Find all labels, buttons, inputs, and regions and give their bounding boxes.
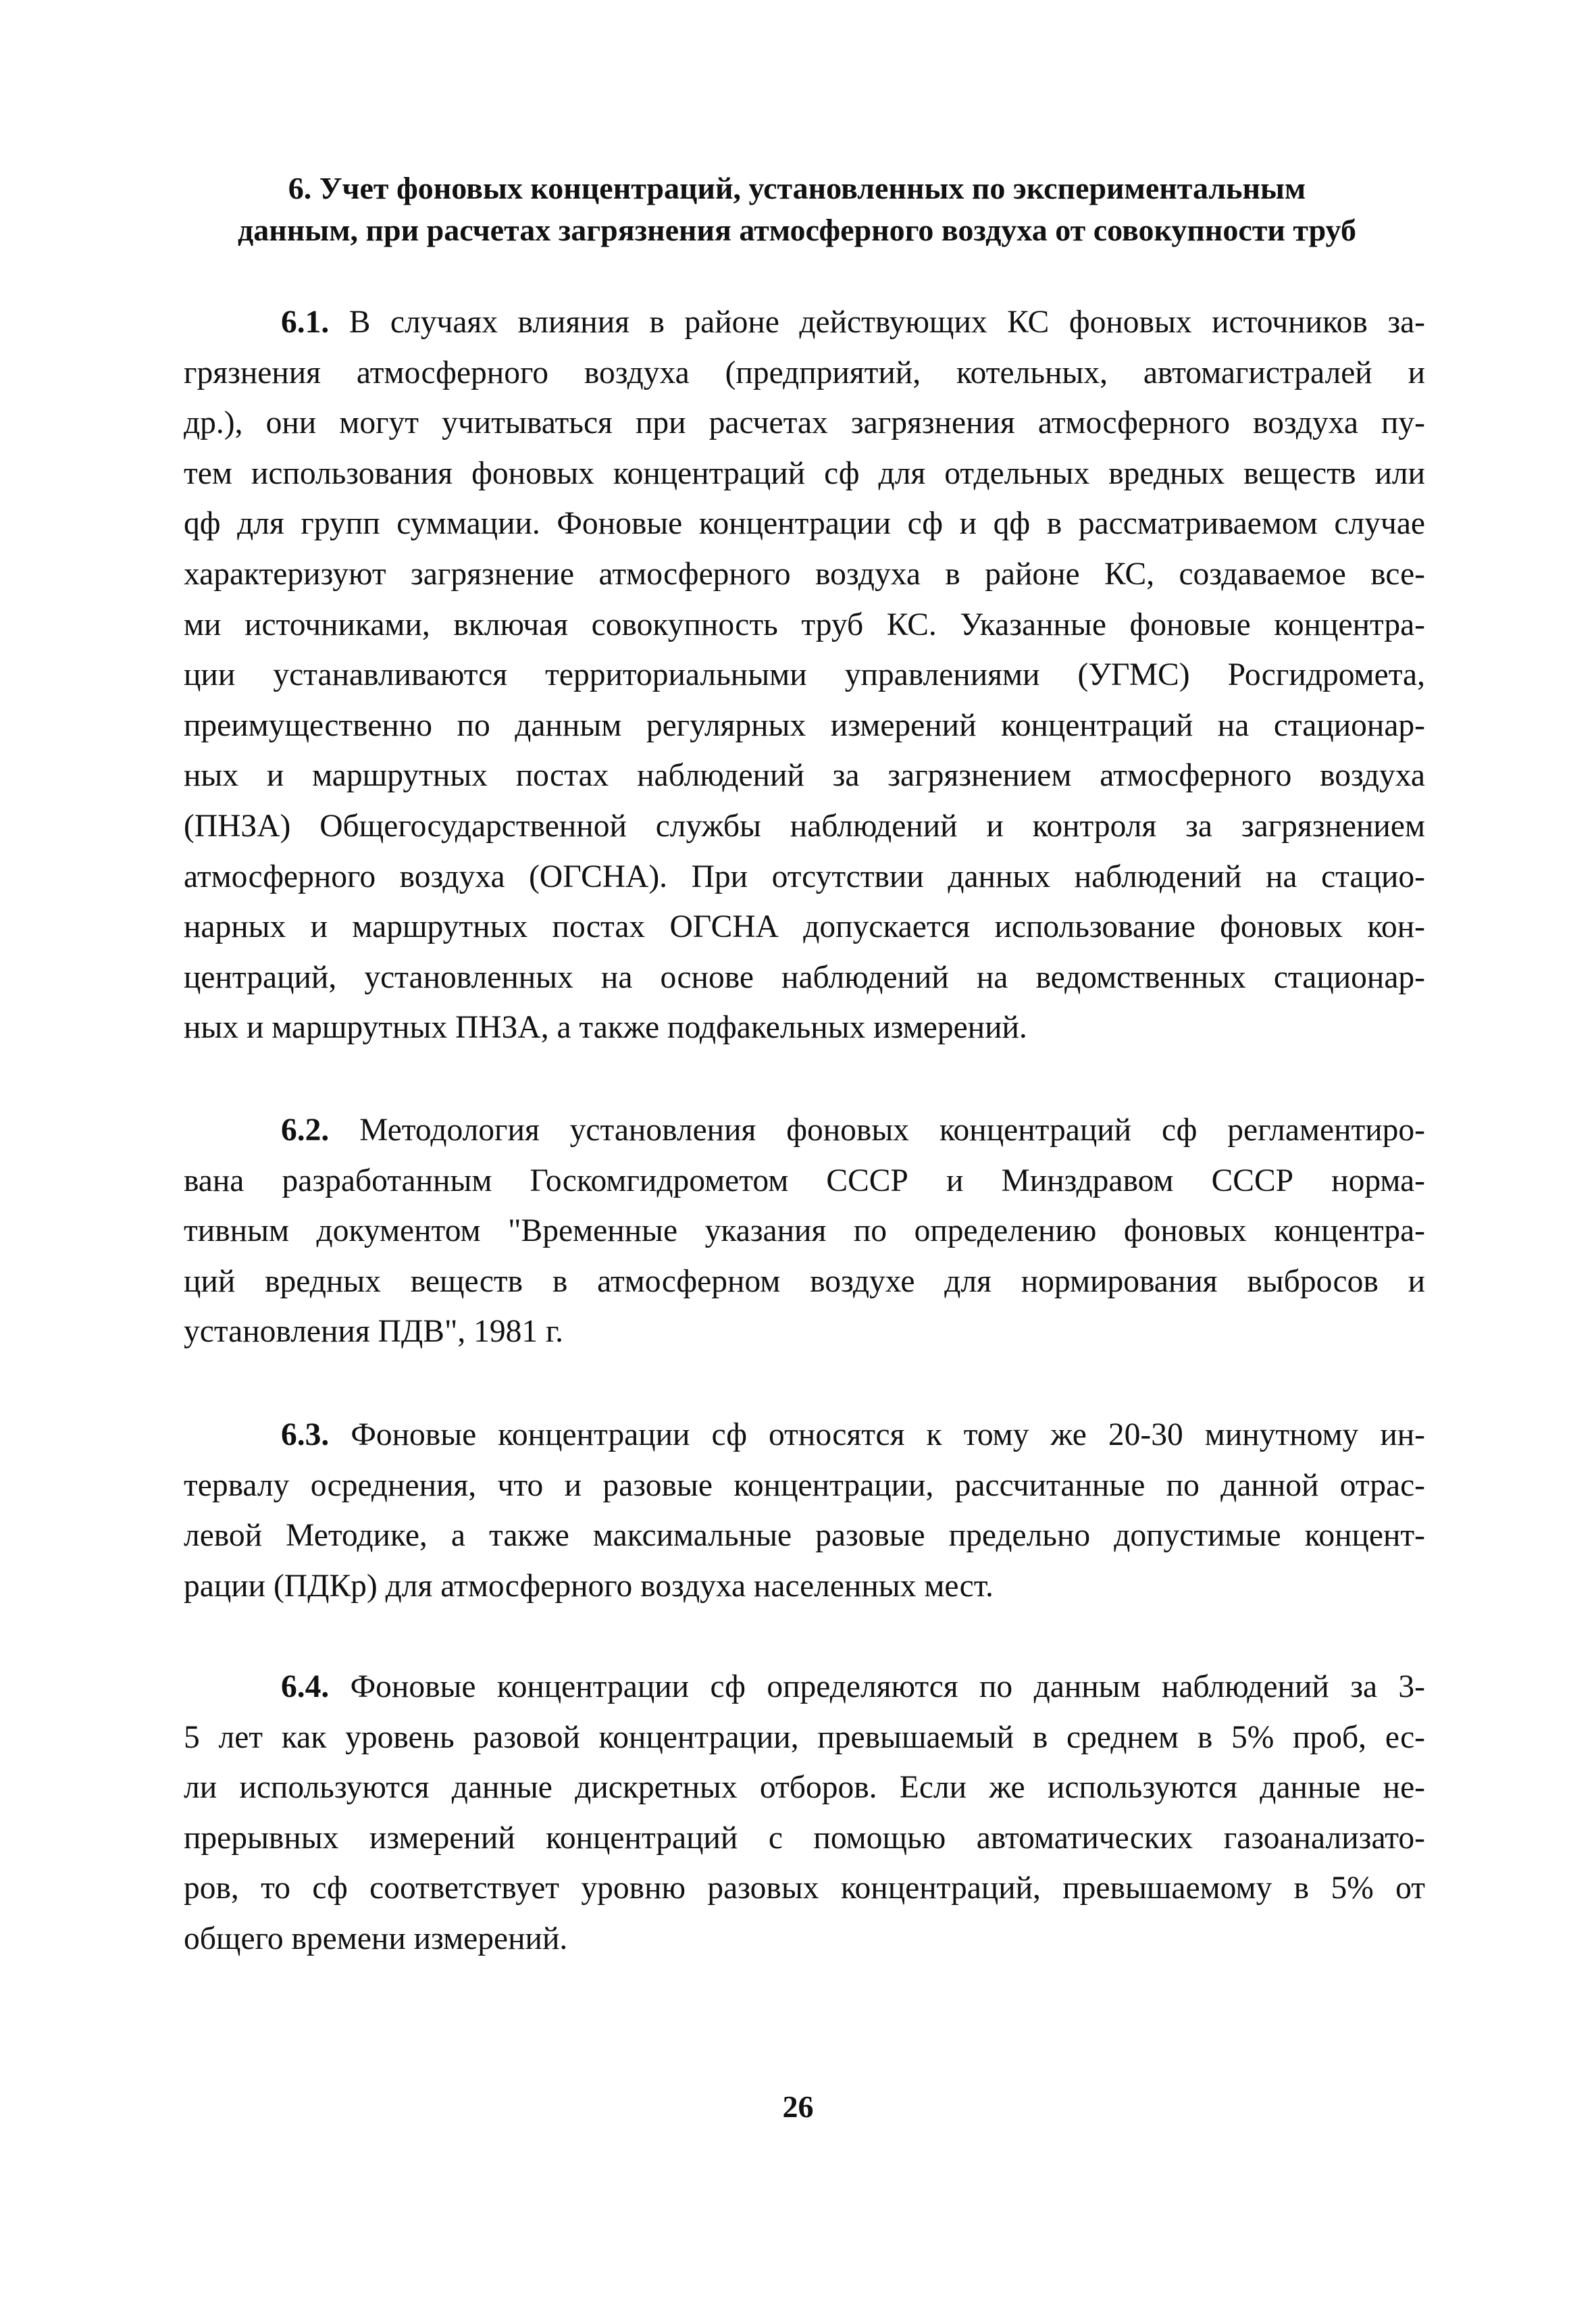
clause-number: 6.2.: [281, 1113, 330, 1148]
paragraph-line: qф для групп суммации. Фоновые концентрации сф и qф в рассматриваемом случае: [184, 506, 1425, 542]
paragraph-line: преимущественно по данным регулярных измерений концентраций на стационар-: [184, 707, 1425, 743]
clause-number: 6.4.: [281, 1669, 330, 1704]
paragraph-line: ных и маршрутных постах наблюдений за загрязнением атмосферного воздуха: [184, 758, 1425, 794]
paragraph-6-1: [184, 297, 1425, 1053]
paragraph-6-3: [184, 1410, 1425, 1611]
paragraph-line: установления ПДВ", 1981 г.: [184, 1314, 563, 1350]
section-heading-line-1: 6. Учет фоновых концентраций, установленных по экспериментальным: [288, 171, 1306, 205]
paragraph-line: рации (ПДКр) для атмосферного воздуха населенных мест.: [184, 1568, 994, 1604]
paragraph-line: (ПНЗА) Общегосударственной службы наблюдений и контроля за загрязнением: [184, 808, 1425, 844]
paragraph-line: 5 лет как уровень разовой концентрации, превышаемый в среднем в 5% проб, ес-: [184, 1719, 1425, 1755]
paragraph-6-4: [184, 1662, 1425, 1964]
paragraph-line: ли используются данные дискретных отборов. Если же используются данные не-: [184, 1770, 1425, 1806]
paragraph-line: тервалу осреднения, что и разовые концентрации, рассчитанные по данной отрас-: [184, 1467, 1425, 1503]
page-number: 26: [782, 2089, 814, 2124]
paragraph-line: прерывных измерений концентраций с помощью автоматических газоанализато-: [184, 1820, 1425, 1856]
section-heading: [169, 168, 1425, 251]
paragraph-line: ров, то сф соответствует уровню разовых концентраций, превышаемому в 5% от: [184, 1871, 1425, 1906]
paragraph-line: ных и маршрутных ПНЗА, а также подфакельных измерений.: [184, 1010, 1027, 1046]
paragraph-line: ций вредных веществ в атмосферном воздухе для нормирования выбросов и: [184, 1263, 1425, 1299]
paragraph-line: атмосферного воздуха (ОГСНА). При отсутствии данных наблюдений на стацио-: [184, 859, 1425, 894]
clause-number: 6.1.: [281, 305, 330, 340]
paragraph-line: тем использования фоновых концентраций сф для отдельных вредных веществ или: [184, 455, 1425, 491]
paragraph-line: грязнения атмосферного воздуха (предприятий, котельных, автомагистралей и: [184, 355, 1425, 390]
paragraph-line: 6.1. В случаях влияния в районе действующих КС фоновых источников за-: [281, 305, 1425, 340]
paragraph-line: левой Методике, а также максимальные разовые предельно допустимые концент-: [184, 1518, 1425, 1554]
paragraph-line: 6.2. Методология установления фоновых концентраций сф регламентиро-: [281, 1113, 1425, 1148]
paragraph-line: нарных и маршрутных постах ОГСНА допускается использование фоновых кон-: [184, 909, 1425, 945]
paragraph-line: др.), они могут учитываться при расчетах загрязнения атмосферного воздуха пу-: [184, 405, 1425, 441]
paragraph-line: ции устанавливаются территориальными управлениями (УГМС) Росгидромета,: [184, 657, 1425, 693]
paragraph-6-2: [184, 1105, 1425, 1357]
paragraph-line: тивным документом "Временные указания по определению фоновых концентра-: [184, 1213, 1425, 1249]
paragraph-line: 6.4. Фоновые концентрации сф определяются по данным наблюдений за 3-: [281, 1669, 1425, 1704]
paragraph-line: 6.3. Фоновые концентрации сф относятся к тому же 20-30 минутному ин-: [281, 1417, 1425, 1452]
paragraph-line: центраций, установленных на основе наблюдений на ведомственных стационар-: [184, 959, 1425, 995]
section-heading-line-2: данным, при расчетах загрязнения атмосферного воздуха от совокупности труб: [238, 213, 1356, 247]
clause-number: 6.3.: [281, 1417, 330, 1452]
paragraph-line: общего времени измерений.: [184, 1921, 568, 1956]
paragraph-line: вана разработанным Госкомгидрометом СССР и Минздравом СССР норма-: [184, 1163, 1425, 1198]
paragraph-line: характеризуют загрязнение атмосферного воздуха в районе КС, создаваемое все-: [184, 556, 1425, 592]
paragraph-line: ми источниками, включая совокупность труб КС. Указанные фоновые концентра-: [184, 607, 1425, 642]
